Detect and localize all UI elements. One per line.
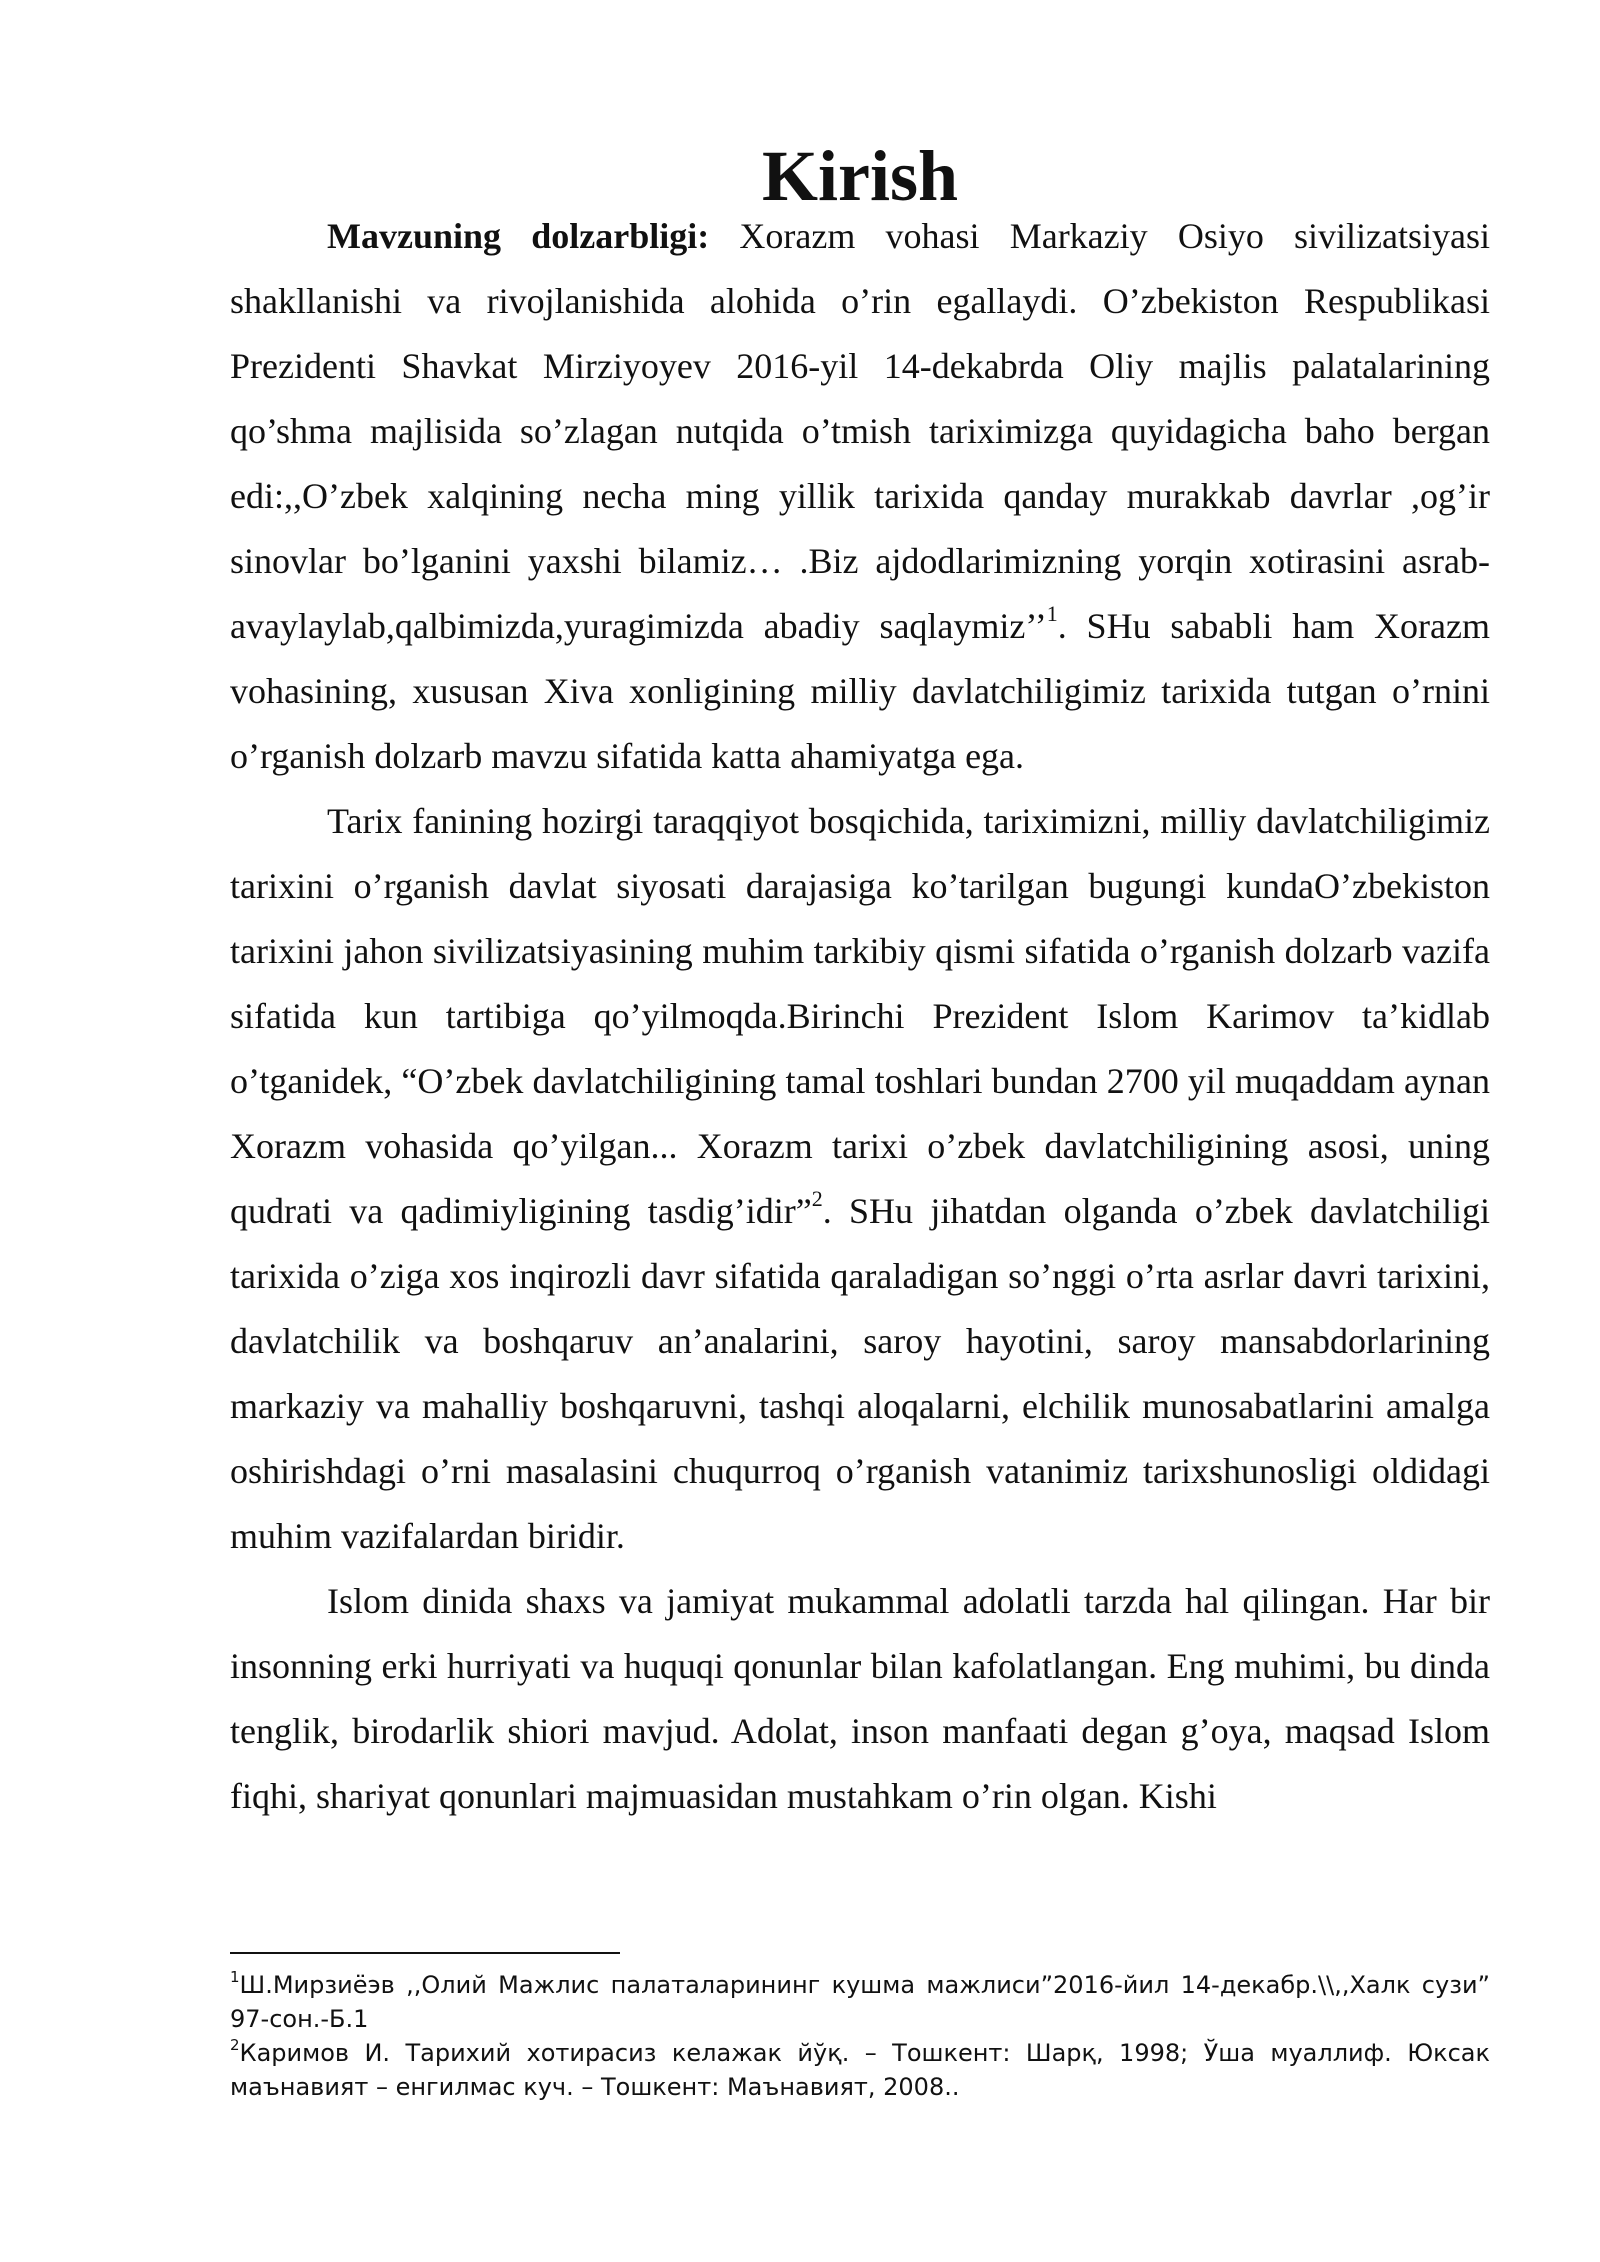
paragraph-relevance — [230, 204, 1490, 789]
paragraph-history — [230, 789, 1490, 1569]
page-title: Kirish — [761, 136, 959, 216]
paragraph-text: Islom dinida shaxs va jamiyat mukammal adolatli tarzda hal qilingan. Har bir insonning erki hurriyati va huquqi qonunlar bilan kafolatlangan. Eng muhimi, bu dinda tenglik, birodarlik shiori mavjud. Adolat, inson manfaati degan g’oya, maqsad Islom fiqhi, shariyat qonunlari majmuasidan mustahkam o’rin olgan. Kishi — [230, 1581, 1490, 1816]
paragraph-lead: Mavzuning dolzarbligi: — [327, 216, 710, 256]
footnote-separator — [230, 1952, 620, 1954]
paragraph-text: Xorazm vohasi Markaziy Osiyo sivilizatsiyasi shakllanishi va rivojlanishida alohida o’rin egallaydi. O’zbekiston Respublikasi Prezidenti Shavkat Mirziyoyev 2016-yil 14-dekabrda Oliy majlis palatalarining qo’shma majlisida so’zlagan nutqida o’tmish tariximizga quyidagicha baho bergan edi:,,O’zbek xalqining necha ming yillik tarixida qanday murakkab davrlar ,og’ir sinovlar bo’lganini yaxshi bilamiz… .Biz ajdodlarimizning yorqin xotirasini asrab-avaylaylab,qalbimizda,yuragimizda abadiy saqlaymiz’’ — [230, 216, 1491, 646]
paragraph-text: Tarix fanining hozirgi taraqqiyot bosqichida, tariximizni, milliy davlatchiligimiz tarixini o’rganish davlat siyosati darajasiga ko’tarilgan bugungi kundaO’zbekiston tarixini jahon sivilizatsiyasining muhim tarkibiy qismi sifatida o’rganish dolzarb vazifa sifatida kun tartibiga qo’yilmoqda.Birinchi Prezident Islom Karimov ta’kidlab o’tganidek, “O’zbek davlatchiligining tamal toshlari bundan 2700 yil muqaddam aynan Xorazm vohasida qo’yilgan... Xorazm tarixi o’zbek davlatchiligining asosi, uning qudrati va qadimiyligining tasdig’idir” — [230, 801, 1490, 1231]
footnote-text: Каримов И. Тарихий хотирасиз келажак йўқ. – Тошкент: Шарқ, 1998; Ўша муаллиф. Юксак маънавият – енгилмас куч. – Тошкент: Маънавият, 2008.. — [230, 2039, 1490, 2101]
footnote-number: 2 — [230, 2036, 240, 2054]
paragraph-text: . SHu sababli ham Xorazm vohasining, xususan Xiva xonligining milliy davlatchiligimiz tarixida tutgan o’rnini o’rganish dolzarb mavzu sifatida katta ahamiyatga ega. — [230, 606, 1490, 776]
footnote-number: 1 — [230, 1968, 240, 1986]
paragraph-islam — [230, 1569, 1490, 1829]
footnote-1 — [230, 1968, 1490, 2036]
footnote-ref-2[interactable]: 2 — [811, 1186, 823, 1211]
footnotes — [230, 1968, 1490, 2104]
paragraph-text: . SHu jihatdan olganda o’zbek davlatchiligi tarixida o’ziga xos inqirozli davr sifatida qaraladigan so’nggi o’rta asrlar davri tarixini, davlatchilik va boshqaruv an’analarini, saroy hayotini, saroy mansabdorlarining markaziy va mahalliy boshqaruvni, tashqi aloqalarni, elchilik munosabatlarini amalga oshirishdagi o’rni masalasini chuqurroq o’rganish vatanimiz tarixshunosligi oldidagi muhim vazifalardan biridir. — [230, 1191, 1490, 1556]
footnote-text: Ш.Мирзиёэв ,,Олий Мажлис палаталарининг кушма мажлиси”2016-йил 14-декабр.\\,,Халк сузи” 97-сон.-Б.1 — [230, 1971, 1490, 2033]
footnote-ref-1[interactable]: 1 — [1046, 601, 1058, 626]
footnote-2 — [230, 2036, 1490, 2104]
document-page — [230, 136, 1491, 1829]
